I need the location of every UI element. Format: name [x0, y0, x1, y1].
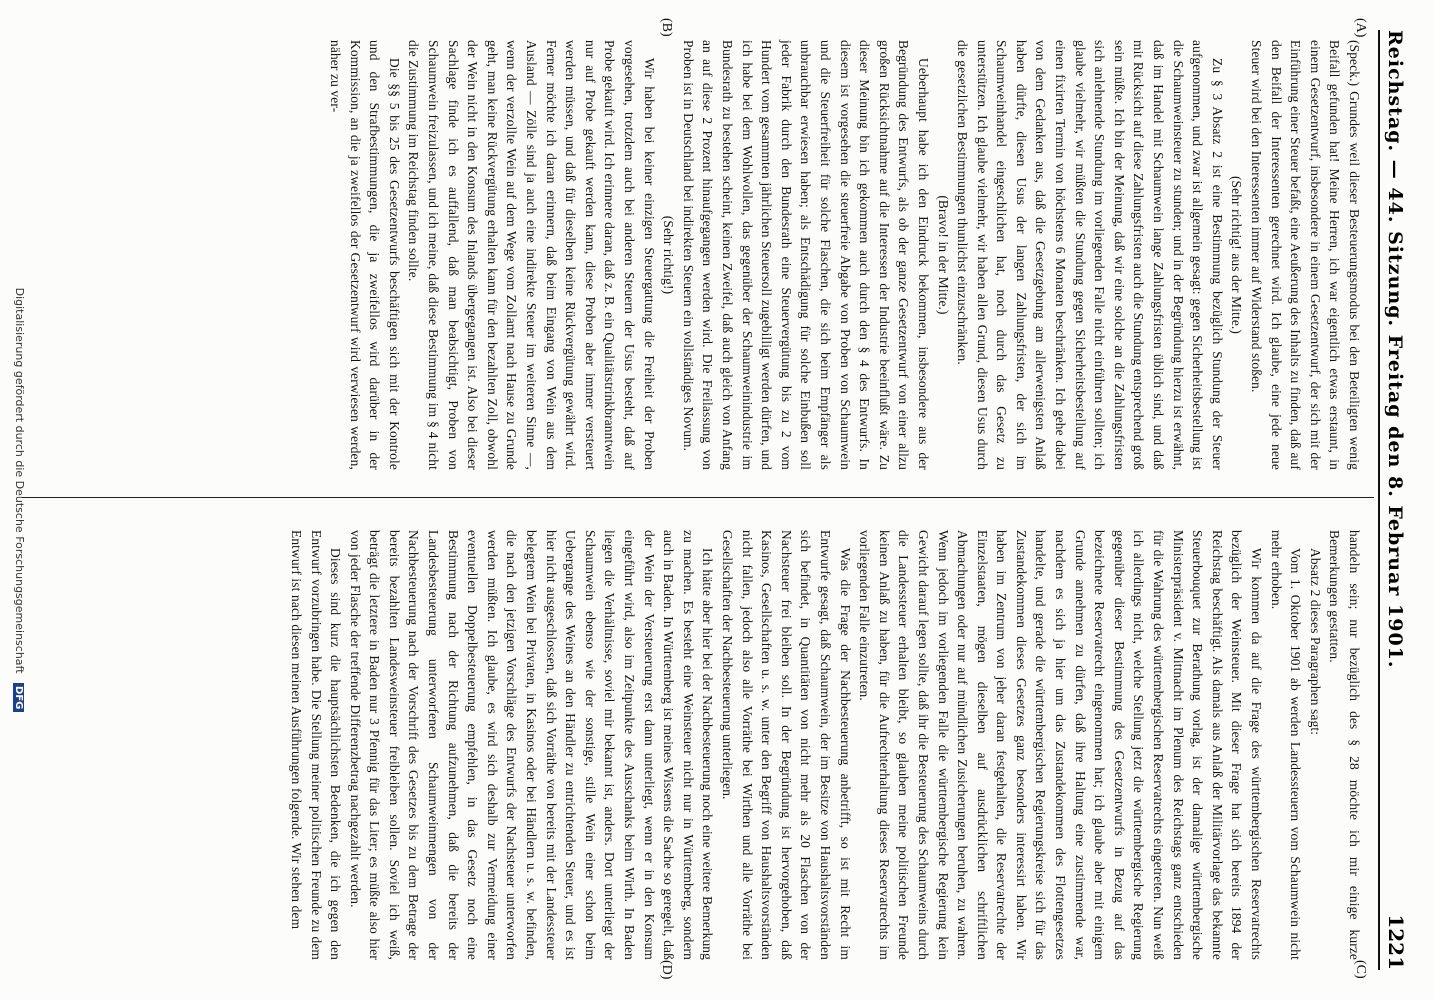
paragraph: Wir kommen da auf die Frage des württembergischen Reservatrechts bezüglich der Weinsteuer. Mit dieser Frage hat sich bereits 1894 der Reichstag beschäftigt. Als damals aus Anlaß der Militärvorlage das bekannte Steuerbouquet zur Berathung vorlag, ist der damalige württembergische Ministerpräsident v. Mittnacht im Plenum des Reichstags ganz entschieden für die Wahrung des württembergischen Reservatrechts eingetreten. Nun weiß ich allerdings nicht, welche Stellung jetzt die württembergische Regierung gegenüber dieser Bestimmung des Gesetzentwurfs in Bezug auf das bezeichnete Reservatrecht eingenommen hat; ich glaube aber mit einigem Grunde annehmen zu dürfen, daß ihre Haltung eine zustimmende war, nachdem es sich ja hier um das Zustandekommen des Flottengesetzes handelte, und gerade die württembergischen Regierungskreise sich für das Zustandekommen dieses Gesetzes ganz besonders interessirt haben. Wir haben im Zentrum von jeher daran festgehalten, die Reservatrechte der Einzelstaaten, mögen dieselben auf ausdrücklichen schriftlichen Abmachungen oder nur auf mündlichen Zusicherungen beruhen, zu wahren. Wenn jedoch im vorliegenden Falle die württembergische Regierung kein Gewicht darauf legen sollte, daß ihr die Besteuerung des Schaumweins durch die Landessteuer erhalten bleibt, so glauben meine politischen Freunde keinen Anlaß zu haben, für die Aufrechterhaltung dieses Reservatrechts im vorliegenden Falle einzutreten. — [857, 530, 1265, 960]
margin-marker-b: (B) — [659, 18, 674, 37]
right-column — [286, 530, 1364, 960]
paragraph: handeln sein; nur bezüglich des § 28 möchte ich mir einige kurze Bemerkungen gestatten. — [1327, 530, 1362, 960]
credit-text: Digitalisierung gefördert durch die Deutsche Forschungsgemeinschaft — [13, 287, 26, 674]
paragraph: (Sehr richtig! aus der Mitte.) — [1229, 175, 1245, 335]
page-header — [1378, 30, 1412, 970]
paragraph: (Speck.) Grundes weil dieser Besteuerungsmodus bei den Beteiligten wenig Beifall gefunden hat! Meine Herren, ich war eigentlich etwas erstaunt, in einem Gesetzentwurf, insbesondere in einem Gesetzentwurf, der sich mit der Einführung einer Steuer befaßt, eine Aeußerung des Inhalts zu finden, daß auf den Beifall der Interessenten gerechnet wird. Ich glaube, eine jede neue Steuer wird bei den Interessenten immer auf Widerstand stoßen. — [1249, 40, 1362, 470]
paragraph: Absatz 2 dieses Paragraphen sagt: — [1307, 548, 1323, 736]
digitization-credit — [13, 0, 26, 1000]
paragraph: Zu § 3 Absatz 2 ist eine Bestimmung bezüglich Stundung der Steuer aufgenommen, und zwar ist allgemein gesagt: gegen Sicherheitsbestellung ist die Schaumweinsteuer zu stunden; und in der Begründung hierzu ist erwähnt, daß im Handel mit Schaumwein lange Zahlungsfristen üblich sind, und daß mit Rücksicht auf diese Zahlungsfristen auch die Stundung entsprechend groß sein müßte. Ich bin der Meinung, daß wir eine solche an die Zahlungsfristen sich anlehnende Stundung im vorliegenden Falle nicht einführen sollten; ich glaube vielmehr, wir müßten die Stundung gegen Sicherheitsbestellung auf einen fixirten Termin von höchstens 6 Monaten beschränken. Ich gehe dabei von dem Gedanken aus, daß die Gesetzgebung am allerwenigsten Anlaß haben dürfte, diesen Usus der langen Zahlungsfristen, der sich im Schaumweinhandel eingeschlichen hat, noch durch das Gesetz zu unterstützen. Ich glaube vielmehr, wir haben allen Grund, diesen Usus durch die gesetzlichen Bestimmungen thunlichst einzuschränken. — [955, 40, 1225, 470]
paragraph: Ueberhaupt habe ich den Eindruck bekommen, insbesondere aus der Begründung des Entwurfs, als ob der ganze Gesetzentwurf von einer allzu großen Rücksichtnahme auf die Interessen der Industrie beeinflußt wäre. Zu dieser Meinung bin ich gekommen auch durch den § 4 des Entwurfs. In diesem ist vorgesehen die steuerfreie Abgabe von Proben von Schaumwein und die Steuerfreiheit für solche Flaschen, die sich beim Empfänger als unbrauchbar erwiesen haben; als Entschädigung für solche Einbußen soll jeder Fabrik durch den Bundesrath eine Steuervergütung bis zu 2 vom Hundert vom gesammten jährlichen Steuersoll zugebilligt werden dürfen, und ich habe bei dem Wohlwollen, das gegenüber der Schaumweinindustrie im Bundesrath zu bestehen scheint, keinen Zweifel, daß auch gleich von Anfang an auf diese 2 Prozent hinaufgegangen werden wird. Die Freilassung von Proben ist in Deutschland bei indirekten Steuern ein vollständiges Novum. — [680, 40, 931, 470]
column-divider — [22, 497, 1374, 498]
margin-marker-d: (D) — [659, 960, 674, 980]
left-column — [326, 40, 1364, 470]
margin-marker-c: (C) — [1353, 960, 1368, 979]
paragraph: Wir haben bei keiner einzigen Steuergattung die Freiheit der Proben vorgesehen, trotzdem auch bei anderen Steuern der Usus besteht, daß auf Probe gekauft wird. Ich erinnere daran, daß z. B. ein Qualitätstrinkbranntwein nur auf Probe gekauft werden kann, diese Proben aber immer versteuert werden müssen, und daß für dieselben keine Rückvergütung gewährt wird. Ferner möchte ich daran erinnern, daß beim Eingang von Wein aus dem Ausland — Zölle sind ja auch eine indirekte Steuer im weiteren Sinne —, wenn der verzollte Wein auf dem Wege vom Zollamt nach Hause zu Grunde geht, man keine Rückvergütung erhalten kann für den bezahlten Zoll, obwohl der Wein nicht in den Konsum des Inlands übergegangen ist. Also bei dieser Sachlage finde ich es auffallend, daß man beabsichtigt, Proben von Schaumwein freizulassen, und ich meine, daß diese Bestimmung im § 4 nicht die Zustimmung im Reichstag finden sollte. — [406, 40, 657, 470]
paragraph: Ich hätte aber hier bei der Nachbesteuerung noch eine weitere Bemerkung zu machen. Es besteht eine Weinsteuer nicht nur in Württemberg, sondern auch in Baden. In Württemberg ist meines Wissens die Sache so geregelt, daß der Wein der Versteuerung erst dann unterliegt, wenn er in den Konsum eingeführt wird, also im Zeitpunkte des Ausschanks beim Wirth. In Baden liegen die Verhältnisse, soviel mir bekannt ist, anders. Dort unterliegt der Schaumwein ebenso wie der sonstige, stille Wein einer schon beim Uebergange des Weines an den Händler zu entrichtenden Steuer, und es ist hier nicht ausgeschlossen, daß sich Vorräthe von bereits mit der Landessteuer belegtem Wein bei Privaten, in Kasinos oder bei Händlern u. s. w. befinden, die nach den jetzigen Vorschläge des Entwurfs der Nachsteuer unterworfen werden müßten. Ich glaube, es wird sich deshalb zur Vermeidung einer eventuellen Doppelbesteuerung empfehlen, in das Gesetz noch eine Bestimmung nach der Richtung aufzunehmen, daß die bereits der Landesbesteuerung unterworfenen Schaumweinmengen von der Nachbesteuerung nach der Vorschrift des Gesetzes bis zu dem Betrage der bereits bezahlten Landesweinsteuer freibleiben sollen. Soviel ich weiß, beträgt die letztere in Baden nur 3 Pfennig für das Liter; es müßte also hier von jeder Flasche der treffende Differenzbetrag nachgezahlt werden. — [347, 530, 716, 960]
paragraph: (Bravo! in der Mitte.) — [935, 195, 951, 315]
paragraph: Vom 1. Oktober 1901 ab werden Landessteuern vom Schaumwein nicht mehr erhoben. — [1268, 530, 1304, 960]
paragraph: (Sehr richtig!) — [661, 215, 677, 295]
margin-marker-a: (A) — [1353, 18, 1368, 38]
paragraph: Was die Frage der Nachbesteuerung anbetrifft, so ist mit Recht im Entwurfe gesagt, daß Schaumwein, der im Besitze von Haushaltsvorständen sich befindet, in Quantitäten von nicht mehr als 20 Flaschen von der Nachsteuer frei bleiben soll. In der Begründung ist hervorgehoben, daß Kasinos, Gesellschaften u. s. w. unter den Begriff von Haushaltsvorständen nicht fallen, jedoch also alle Vorräthe bei Wirthen und alle Vorräthe bei Gesellschaften der Nachbesteuerung unterliegen. — [720, 530, 853, 960]
paragraph: Die §§ 5 bis 25 des Gesetzentwurfs beschäftigen sich mit der Kontrole und den Strafbestimmungen, die ja zweifellos wird darüber in der Kommission, an die ja zweifellos der Gesetzentwurf wird verwiesen werden, näher zu ver- — [328, 40, 402, 470]
paragraph: Dieses sind kurz die hauptsächlichsten Bedenken, die ich gegen den Entwurf vorzubringen habe. Die Stellung meiner politischen Freunde zu dem Entwurf ist nach diesen meinen Ausführungen folgende. Wir stehen dem — [288, 530, 344, 960]
page-number: 1221 — [1384, 914, 1408, 970]
page-title: Reichstag. — 44. Sitzung. Freitag den 8. Februar 1901. — [1384, 30, 1406, 669]
dfg-logo: DFG — [14, 683, 25, 712]
